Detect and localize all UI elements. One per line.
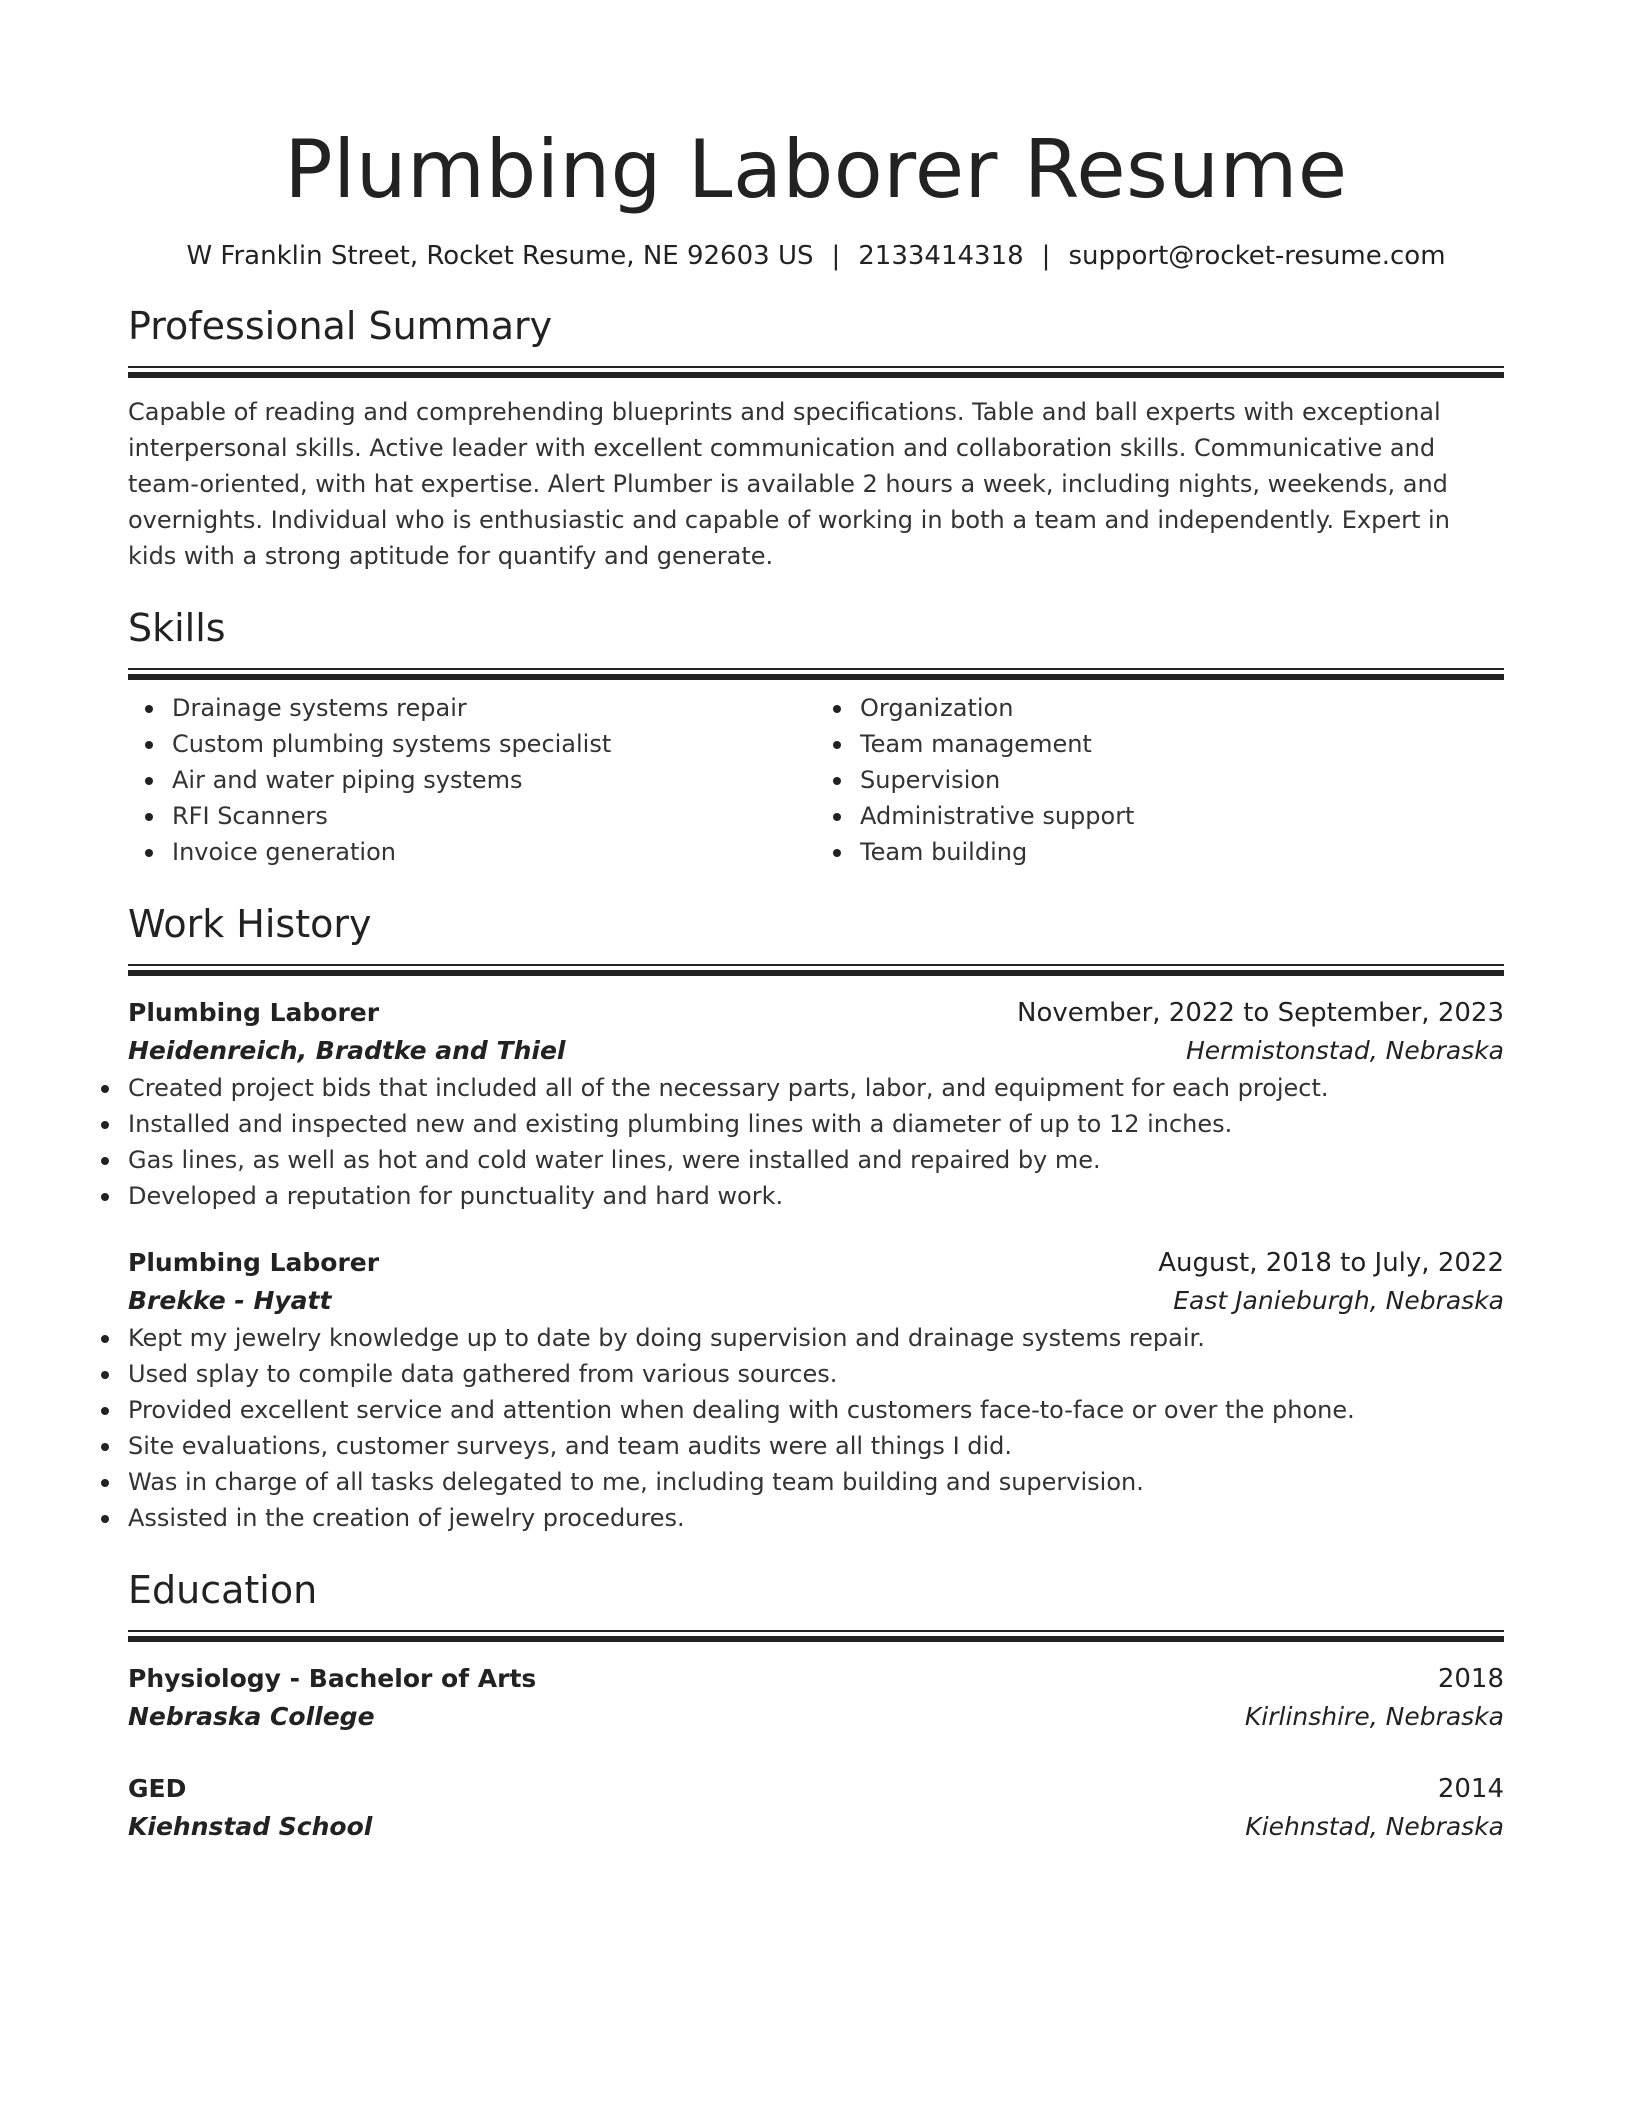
section-divider (128, 366, 1504, 378)
job-company-row (128, 1282, 1504, 1320)
job-bullet: Provided excellent service and attention when dealing with customers face-to-face or over the phone. (128, 1392, 1504, 1428)
skills-section (128, 602, 1504, 870)
education-school: Nebraska College (128, 1702, 375, 1731)
contact-line (128, 238, 1504, 274)
job-entry (128, 994, 1504, 1214)
section-divider (128, 964, 1504, 976)
job-bullet: Site evaluations, customer surveys, and team audits were all things I did. (128, 1428, 1504, 1464)
job-bullet-list (128, 1070, 1504, 1214)
skill-item: Custom plumbing systems specialist (172, 726, 816, 762)
contact-email: support@rocket-resume.com (1068, 241, 1446, 271)
job-bullet: Kept my jewelry knowledge up to date by doing supervision and drainage systems repair. (128, 1320, 1504, 1356)
education-location: Kiehnstad, Nebraska (1245, 1812, 1504, 1841)
skill-item: Invoice generation (172, 834, 816, 870)
job-dates: August, 2018 to July, 2022 (1158, 1248, 1504, 1278)
education-year: 2014 (1437, 1774, 1504, 1804)
contact-separator: | (1041, 241, 1051, 271)
job-bullet: Assisted in the creation of jewelry procedures. (128, 1500, 1504, 1536)
job-dates: November, 2022 to September, 2023 (1017, 998, 1504, 1028)
job-location: East Janieburgh, Nebraska (1173, 1286, 1504, 1315)
skill-item: RFI Scanners (172, 798, 816, 834)
summary-text: Capable of reading and comprehending blueprints and specifications. Table and ball experts with exceptional interpersonal skills. Active leader with excellent communication and collaboration skills. Communicative and team-oriented, with hat expertise. Alert Plumber is available 2 hours a week, including nights, weekends, and overnights. Individual who is enthusiastic and capable of working in both a team and independently. Expert in kids with a strong aptitude for quantify and generate. (128, 398, 1450, 570)
skills-column-left (128, 690, 816, 870)
job-bullet: Used splay to compile data gathered from various sources. (128, 1356, 1504, 1392)
skill-item: Organization (860, 690, 1504, 726)
job-entry (128, 1244, 1504, 1536)
job-title: Plumbing Laborer (128, 998, 380, 1027)
work-history-heading: Work History (128, 902, 372, 946)
job-header-row (128, 994, 1504, 1032)
education-school-row (128, 1808, 1504, 1846)
contact-phone: 2133414318 (858, 241, 1024, 271)
job-location: Hermistonstad, Nebraska (1185, 1036, 1504, 1065)
education-header-row (128, 1660, 1504, 1698)
education-degree: Physiology - Bachelor of Arts (128, 1664, 537, 1693)
job-bullet: Developed a reputation for punctuality and hard work. (128, 1178, 1504, 1214)
skill-item: Administrative support (860, 798, 1504, 834)
education-school-row (128, 1698, 1504, 1736)
education-entry (128, 1660, 1504, 1736)
education-school: Kiehnstad School (128, 1812, 373, 1841)
job-company: Brekke - Hyatt (128, 1286, 332, 1315)
skill-item: Drainage systems repair (172, 690, 816, 726)
skill-item: Team management (860, 726, 1504, 762)
work-history-section (128, 898, 1504, 1536)
job-company: Heidenreich, Bradtke and Thiel (128, 1036, 566, 1065)
education-location: Kirlinshire, Nebraska (1244, 1702, 1504, 1731)
education-degree: GED (128, 1774, 187, 1803)
skill-item: Team building (860, 834, 1504, 870)
job-title: Plumbing Laborer (128, 1248, 380, 1277)
education-year: 2018 (1437, 1664, 1504, 1694)
education-section (128, 1564, 1504, 1846)
section-divider (128, 668, 1504, 680)
contact-address: W Franklin Street, Rocket Resume, NE 92603 US (186, 241, 814, 271)
job-header-row (128, 1244, 1504, 1282)
education-entry (128, 1770, 1504, 1846)
page-title: Plumbing Laborer Resume (284, 123, 1348, 216)
section-divider (128, 1630, 1504, 1642)
job-bullet: Created project bids that included all of the necessary parts, labor, and equipment for each project. (128, 1070, 1504, 1106)
summary-heading: Professional Summary (128, 304, 553, 348)
skill-item: Air and water piping systems (172, 762, 816, 798)
skills-column-right (816, 690, 1504, 870)
job-bullet: Was in charge of all tasks delegated to me, including team building and supervision. (128, 1464, 1504, 1500)
job-bullet-list (128, 1320, 1504, 1536)
job-bullet: Gas lines, as well as hot and cold water lines, were installed and repaired by me. (128, 1142, 1504, 1178)
skills-heading: Skills (128, 606, 226, 650)
summary-section (128, 300, 1504, 574)
skills-grid (128, 690, 1504, 870)
education-heading: Education (128, 1568, 318, 1612)
job-bullet: Installed and inspected new and existing plumbing lines with a diameter of up to 12 inches. (128, 1106, 1504, 1142)
contact-separator: | (831, 241, 841, 271)
job-company-row (128, 1032, 1504, 1070)
education-header-row (128, 1770, 1504, 1808)
skill-item: Supervision (860, 762, 1504, 798)
